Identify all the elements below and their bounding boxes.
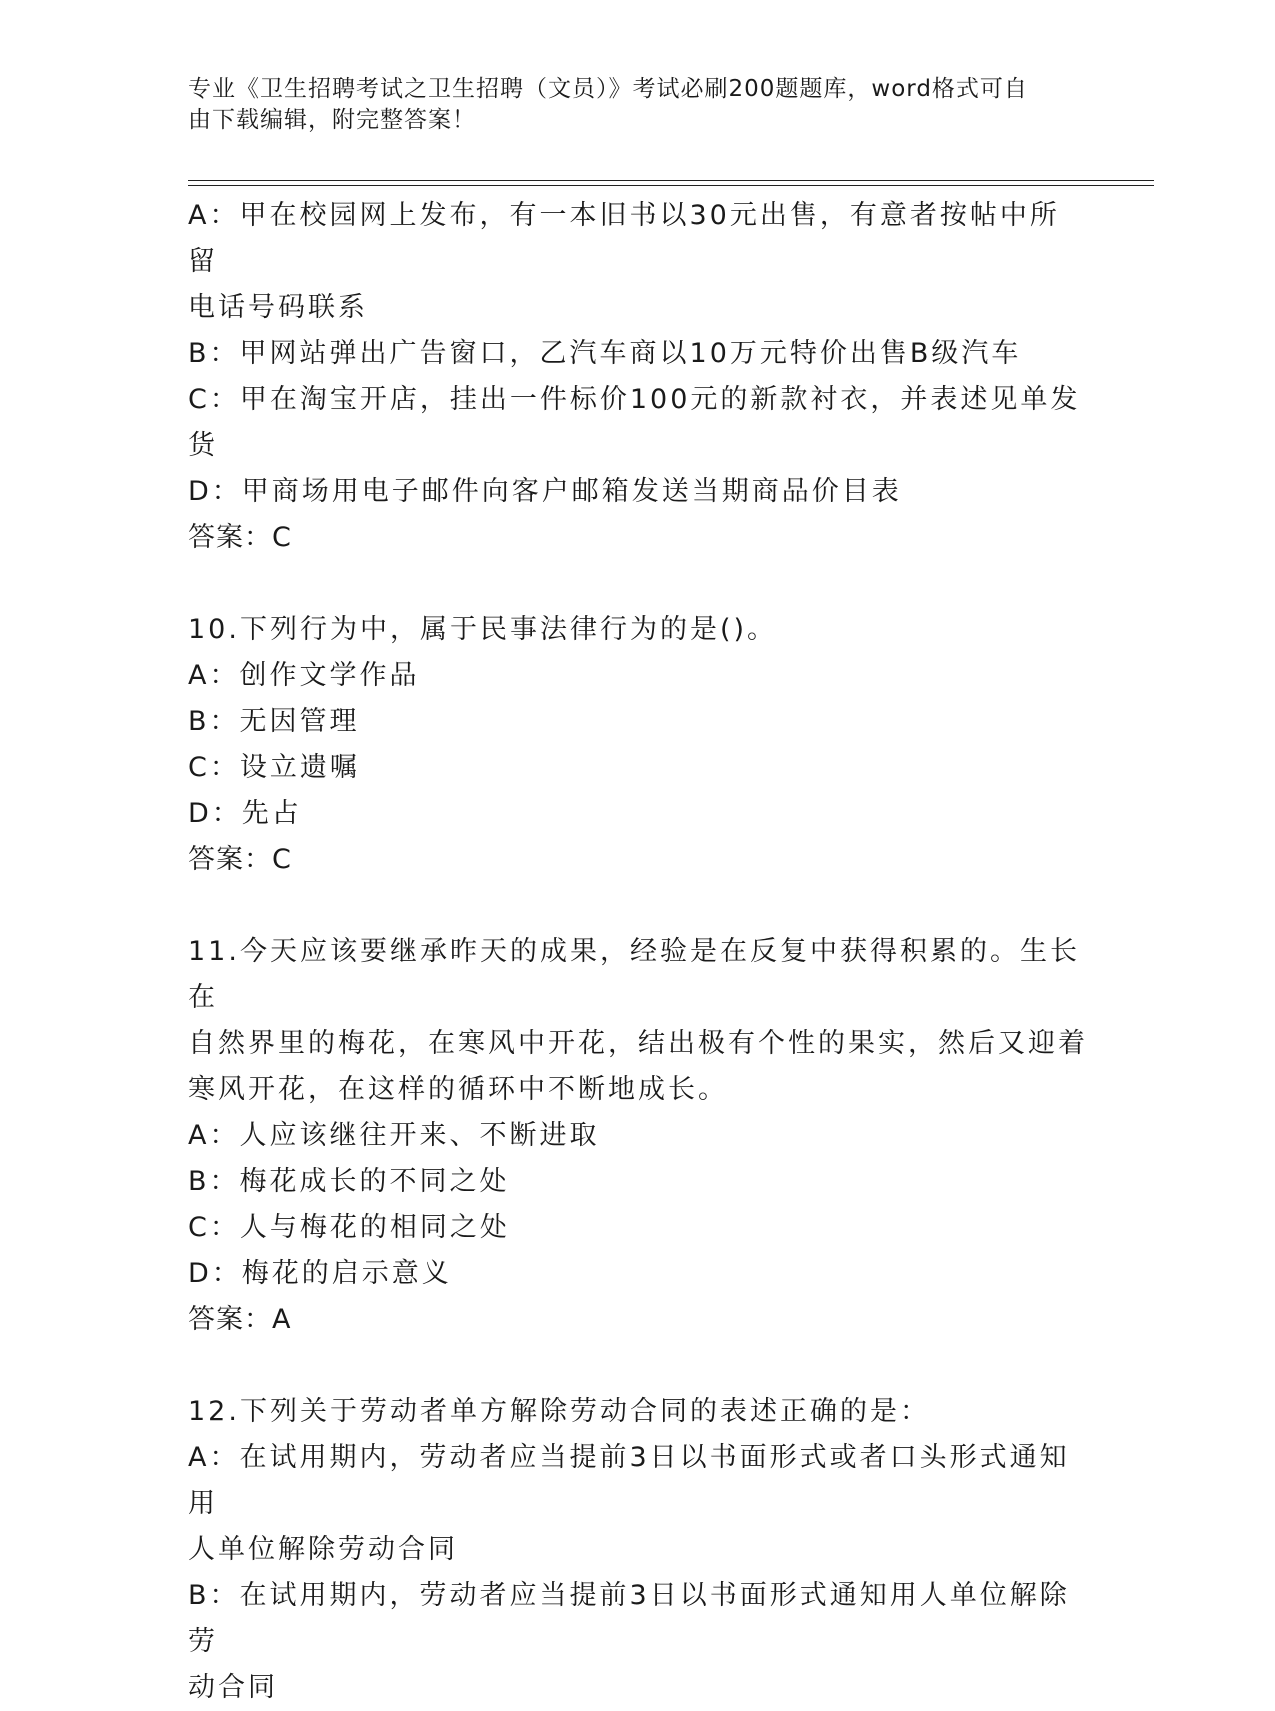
q12-stem: 12.下列关于劳动者单方解除劳动合同的表述正确的是： (188, 1396, 930, 1427)
q9-option-c: C：甲在淘宝开店，挂出一件标价100元的新款衬衣，并表述见单发货 (188, 384, 1081, 461)
spacer (188, 1343, 1088, 1389)
q11-answer: 答案：A (188, 1304, 292, 1335)
q9-option-a-line-1: A：甲在校园网上发布，有一本旧书以30元出售，有意者按帖中所留 (188, 200, 1060, 277)
q11-option-d: D：梅花的启示意义 (188, 1258, 452, 1289)
header-line-2: 由下载编辑，附完整答案！ (188, 107, 476, 133)
q9-answer: 答案：C (188, 522, 292, 553)
q11-option-c: C：人与梅花的相同之处 (188, 1212, 510, 1243)
q12-option-a-line-2: 人单位解除劳动合同 (188, 1534, 458, 1565)
header-line-1: 专业《卫生招聘考试之卫生招聘（文员）》考试必刷200题题库，word格式可自 (188, 76, 1028, 102)
q9-option-a-line-2: 电话号码联系 (188, 292, 368, 323)
q11-stem-line-2: 自然界里的梅花，在寒风中开花，结出极有个性的果实，然后又迎着 (188, 1028, 1088, 1059)
q12-option-a-line-1: A：在试用期内，劳动者应当提前3日以书面形式或者口头形式通知用 (188, 1442, 1070, 1519)
header-divider-top (188, 180, 1154, 181)
q12-option-b-line-2: 动合同 (188, 1672, 278, 1703)
spacer (188, 883, 1088, 929)
q10-option-b: B：无因管理 (188, 706, 360, 737)
question-9 (188, 193, 1088, 561)
document-body (188, 193, 1088, 1711)
q11-option-a: A：人应该继往开来、不断进取 (188, 1120, 600, 1151)
question-10 (188, 607, 1088, 883)
q10-option-d: D：先占 (188, 798, 302, 829)
header-divider-bottom (188, 185, 1154, 186)
q11-option-b: B：梅花成长的不同之处 (188, 1166, 510, 1197)
q10-answer: 答案：C (188, 844, 292, 875)
q9-option-d: D：甲商场用电子邮件向客户邮箱发送当期商品价目表 (188, 476, 902, 507)
q10-option-c: C：设立遗嘱 (188, 752, 360, 783)
question-11 (188, 929, 1088, 1343)
q12-option-b-line-1: B：在试用期内，劳动者应当提前3日以书面形式通知用人单位解除劳 (188, 1580, 1070, 1657)
question-12 (188, 1389, 1088, 1711)
q11-stem-line-1: 11.今天应该要继承昨天的成果，经验是在反复中获得积累的。生长在 (188, 936, 1080, 1013)
spacer (188, 561, 1088, 607)
q9-option-b: B：甲网站弹出广告窗口，乙汽车商以10万元特价出售B级汽车 (188, 338, 1022, 369)
q11-stem-line-3: 寒风开花，在这样的循环中不断地成长。 (188, 1074, 728, 1105)
q10-option-a: A：创作文学作品 (188, 660, 420, 691)
q10-stem: 10.下列行为中，属于民事法律行为的是()。 (188, 614, 778, 645)
document-header (188, 74, 1068, 136)
